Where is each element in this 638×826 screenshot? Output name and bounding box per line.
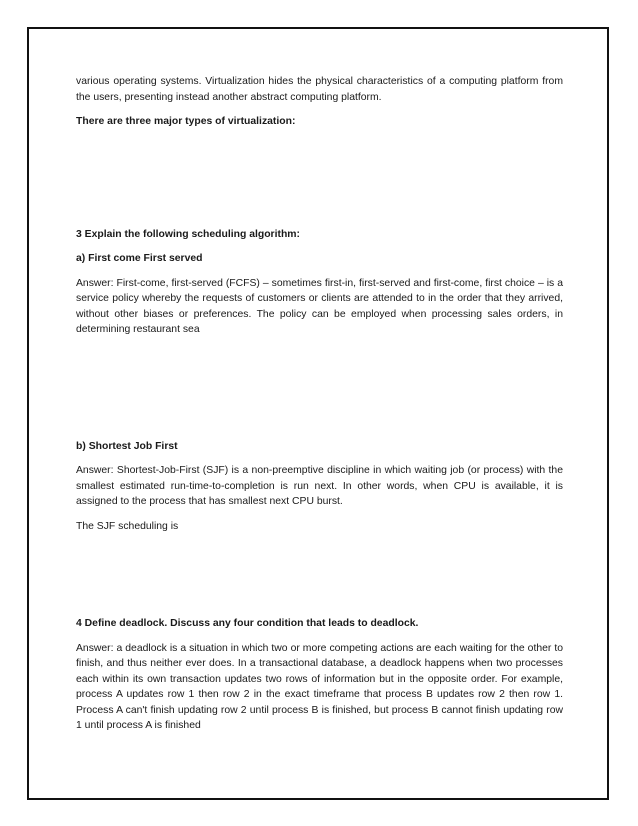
q4-answer: Answer: a deadlock is a situation in which two or more competing actions are each waiting for the other to finish, and thus neither ever does. In a transactional database, a deadlock happens when two processes each within its own transaction updates two rows of information but in the opposite order. For example, process A updates row 1 then row 2 in the exact timeframe that process B updates row 2 then row 1. Process A can't finish updating row 2 until process B is finished, but process B cannot finish updating row 1 until process A is finished (76, 642, 563, 731)
q4-heading: 4 Define deadlock. Discuss any four condition that leads to deadlock. (76, 618, 419, 629)
document-body (76, 74, 563, 734)
virtualization-heading: There are three major types of virtualization: (76, 116, 296, 127)
q3b-heading: b) Shortest Job First (76, 440, 178, 452)
q3-heading: 3 Explain the following scheduling algorithm: (76, 228, 300, 240)
q3b-answer: Answer: Shortest-Job-First (SJF) is a non-preemptive discipline in which waiting job (or process) with the smallest estimated run-time-to-completion is run next. In other words, when CPU is available, it is assigned to the process that has smallest next CPU burst. (76, 465, 563, 507)
q3b-followup: The SJF scheduling is (76, 520, 179, 532)
q3a-heading: a) First come First served (76, 253, 203, 264)
intro-paragraph: various operating systems. Virtualization hides the physical characteristics of a computing platform from the users, presenting instead another abstract computing platform. (76, 76, 563, 103)
q3a-answer: Answer: First-come, first-served (FCFS) – sometimes first-in, first-served and first-come, first choice – is a service policy whereby the requests of customers or clients are attended to in the order that they arrived, without other biases or preferences. The policy can be employed when processing sales orders, in determining restaurant sea (76, 277, 563, 335)
